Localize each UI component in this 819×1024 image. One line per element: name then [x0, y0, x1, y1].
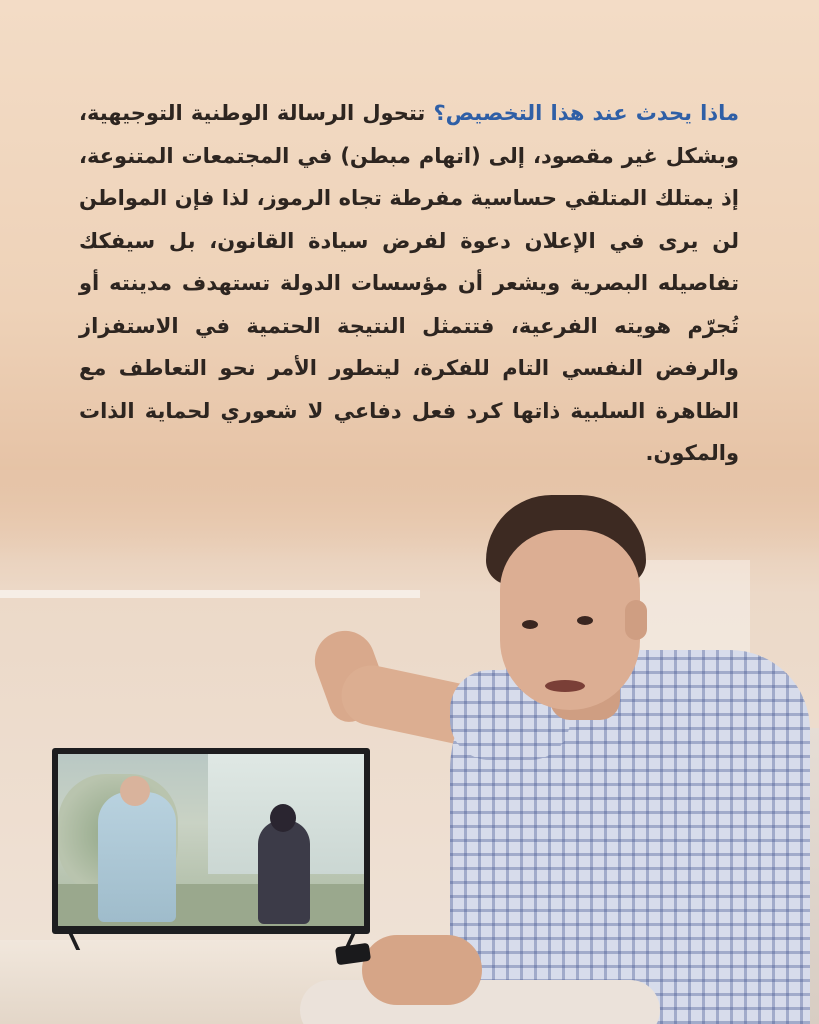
forearm — [362, 935, 482, 1005]
mouth — [545, 680, 585, 692]
paragraph-body: تتحول الرسالة الوطنية التوجيهية، وبشكل غير مقصود، إلى (اتهام مبطن) في المجتمعات المتنوعة، إذ يمتلك المتلقي حساسية مفرطة تجاه الرموز، لذا فإن المواطن لن يرى في الإعلان دعوة لفرض سيادة القانون، بل سيفكك تفاصيله البصرية ويشعر أن مؤسسات الدولة تستهدف مدينته أو تُجرّم هويته الفرعية، فتتمثل النتيجة الحتمية في الاستفزاز والرفض النفسي التام للفكرة، ليتطور الأمر نحو التعاطف مع الظاهرة السلبية ذاتها كرد فعل دفاعي لا شعوري لحماية الذات والمكون. — [79, 101, 739, 465]
ear — [625, 600, 647, 640]
screen-elderly-man — [98, 792, 176, 922]
screen-elderly-man-head — [120, 776, 150, 806]
right-eye — [577, 616, 593, 625]
highlight-question: ماذا يحدث عند هذا التخصيص؟ — [433, 101, 739, 125]
article-paragraph — [79, 92, 739, 475]
sofa-armrest — [300, 980, 660, 1024]
left-eye — [522, 620, 538, 629]
screen-woman-head — [270, 804, 296, 832]
